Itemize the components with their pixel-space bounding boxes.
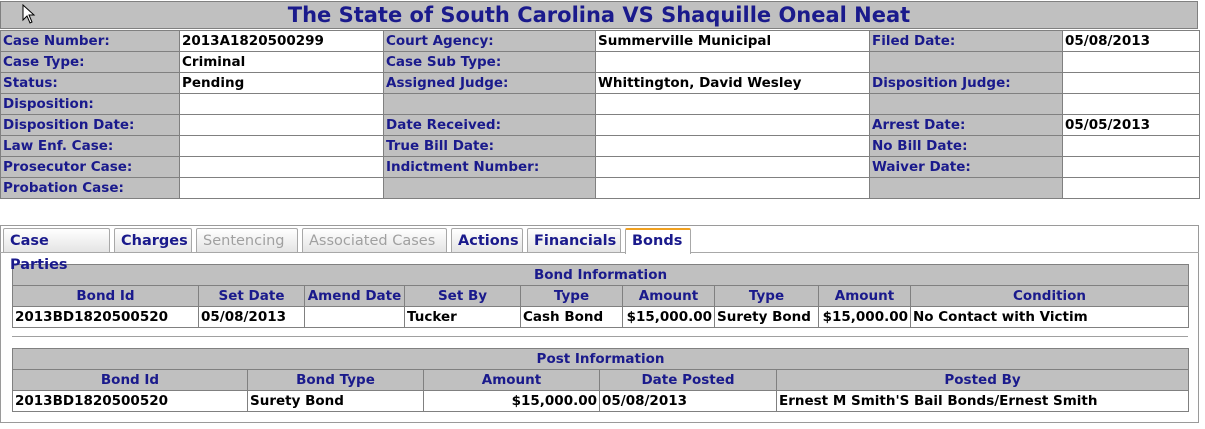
field-value xyxy=(1063,136,1200,157)
field-label: Indictment Number: xyxy=(384,157,596,178)
column-header: Condition xyxy=(911,286,1189,307)
field-value: Pending xyxy=(180,73,384,94)
table-cell: 2013BD1820500520 xyxy=(13,307,199,328)
column-header: Bond Type xyxy=(248,370,424,391)
field-value xyxy=(596,178,870,199)
field-label: Case Type: xyxy=(1,52,180,73)
field-label: Disposition: xyxy=(1,94,180,115)
table-cell: $15,000.00 xyxy=(424,391,600,412)
tab-sentencing: Sentencing xyxy=(196,228,298,252)
field-label xyxy=(384,94,596,115)
field-label xyxy=(870,52,1063,73)
field-value xyxy=(1063,178,1200,199)
bond-information-caption: Bond Information xyxy=(13,265,1189,286)
details-row xyxy=(1,52,1200,73)
field-label: Waiver Date: xyxy=(870,157,1063,178)
column-header: Set Date xyxy=(199,286,305,307)
table-cell xyxy=(305,307,405,328)
field-label: Filed Date: xyxy=(870,31,1063,52)
field-label xyxy=(870,94,1063,115)
field-value xyxy=(180,136,384,157)
table-cell: No Contact with Victim xyxy=(911,307,1189,328)
field-value xyxy=(180,178,384,199)
field-label: Probation Case: xyxy=(1,178,180,199)
field-label: Arrest Date: xyxy=(870,115,1063,136)
column-header: Date Posted xyxy=(600,370,777,391)
tab-associated-cases: Associated Cases xyxy=(302,228,447,252)
field-value xyxy=(596,115,870,136)
details-row xyxy=(1,115,1200,136)
column-header: Type xyxy=(521,286,623,307)
field-label xyxy=(870,178,1063,199)
field-value xyxy=(596,136,870,157)
table-cell: 05/08/2013 xyxy=(600,391,777,412)
column-header: Amend Date xyxy=(305,286,405,307)
field-value xyxy=(1063,52,1200,73)
field-value: Summerville Municipal xyxy=(596,31,870,52)
field-value xyxy=(180,115,384,136)
post-information-table xyxy=(12,348,1189,412)
table-cell: Surety Bond xyxy=(715,307,819,328)
field-value: Criminal xyxy=(180,52,384,73)
column-header: Amount xyxy=(623,286,715,307)
field-label: No Bill Date: xyxy=(870,136,1063,157)
details-row xyxy=(1,136,1200,157)
column-header: Bond Id xyxy=(13,370,248,391)
field-label: Case Sub Type: xyxy=(384,52,596,73)
field-label xyxy=(384,178,596,199)
field-label: Court Agency: xyxy=(384,31,596,52)
field-value: 2013A1820500299 xyxy=(180,31,384,52)
section-divider xyxy=(12,336,1188,337)
field-label: Disposition Judge: xyxy=(870,73,1063,94)
table-cell: Cash Bond xyxy=(521,307,623,328)
field-label: Law Enf. Case: xyxy=(1,136,180,157)
details-row xyxy=(1,178,1200,199)
table-row xyxy=(13,307,1189,328)
details-row xyxy=(1,94,1200,115)
table-cell: Surety Bond xyxy=(248,391,424,412)
table-cell: $15,000.00 xyxy=(623,307,715,328)
tab-charges[interactable]: Charges xyxy=(114,228,192,252)
field-value xyxy=(1063,94,1200,115)
tab-strip xyxy=(3,228,695,273)
field-value xyxy=(180,157,384,178)
tab-actions[interactable]: Actions xyxy=(451,228,523,252)
table-cell: 2013BD1820500520 xyxy=(13,391,248,412)
table-row xyxy=(13,391,1189,412)
field-value xyxy=(1063,73,1200,94)
table-cell: $15,000.00 xyxy=(819,307,911,328)
field-label: Disposition Date: xyxy=(1,115,180,136)
table-cell: Tucker xyxy=(405,307,521,328)
details-row xyxy=(1,31,1200,52)
post-information-caption: Post Information xyxy=(13,349,1189,370)
field-label: Assigned Judge: xyxy=(384,73,596,94)
tab-financials[interactable]: Financials xyxy=(527,228,621,252)
details-row xyxy=(1,73,1200,94)
column-header: Amount xyxy=(819,286,911,307)
field-value: 05/08/2013 xyxy=(1063,31,1200,52)
column-header: Posted By xyxy=(777,370,1189,391)
field-value xyxy=(180,94,384,115)
field-label: Date Received: xyxy=(384,115,596,136)
field-value: Whittington, David Wesley xyxy=(596,73,870,94)
field-label: True Bill Date: xyxy=(384,136,596,157)
tab-case-parties[interactable]: Case Parties xyxy=(3,228,110,252)
column-header: Type xyxy=(715,286,819,307)
table-cell: Ernest M Smith'S Bail Bonds/Ernest Smith xyxy=(777,391,1189,412)
field-value: 05/05/2013 xyxy=(1063,115,1200,136)
details-row xyxy=(1,157,1200,178)
post-information-header xyxy=(13,370,1189,391)
field-label: Case Number: xyxy=(1,31,180,52)
tab-bonds[interactable]: Bonds xyxy=(625,228,691,254)
field-value xyxy=(596,94,870,115)
column-header: Set By xyxy=(405,286,521,307)
case-details-table xyxy=(0,30,1200,199)
field-label: Prosecutor Case: xyxy=(1,157,180,178)
bond-information-table xyxy=(12,264,1189,328)
bond-information-header xyxy=(13,286,1189,307)
column-header: Amount xyxy=(424,370,600,391)
mouse-pointer-icon xyxy=(22,4,36,24)
field-value xyxy=(1063,157,1200,178)
field-label: Status: xyxy=(1,73,180,94)
field-value xyxy=(596,52,870,73)
field-value xyxy=(596,157,870,178)
case-title: The State of South Carolina VS Shaquille Oneal Neat xyxy=(0,1,1198,29)
table-cell: 05/08/2013 xyxy=(199,307,305,328)
column-header: Bond Id xyxy=(13,286,199,307)
